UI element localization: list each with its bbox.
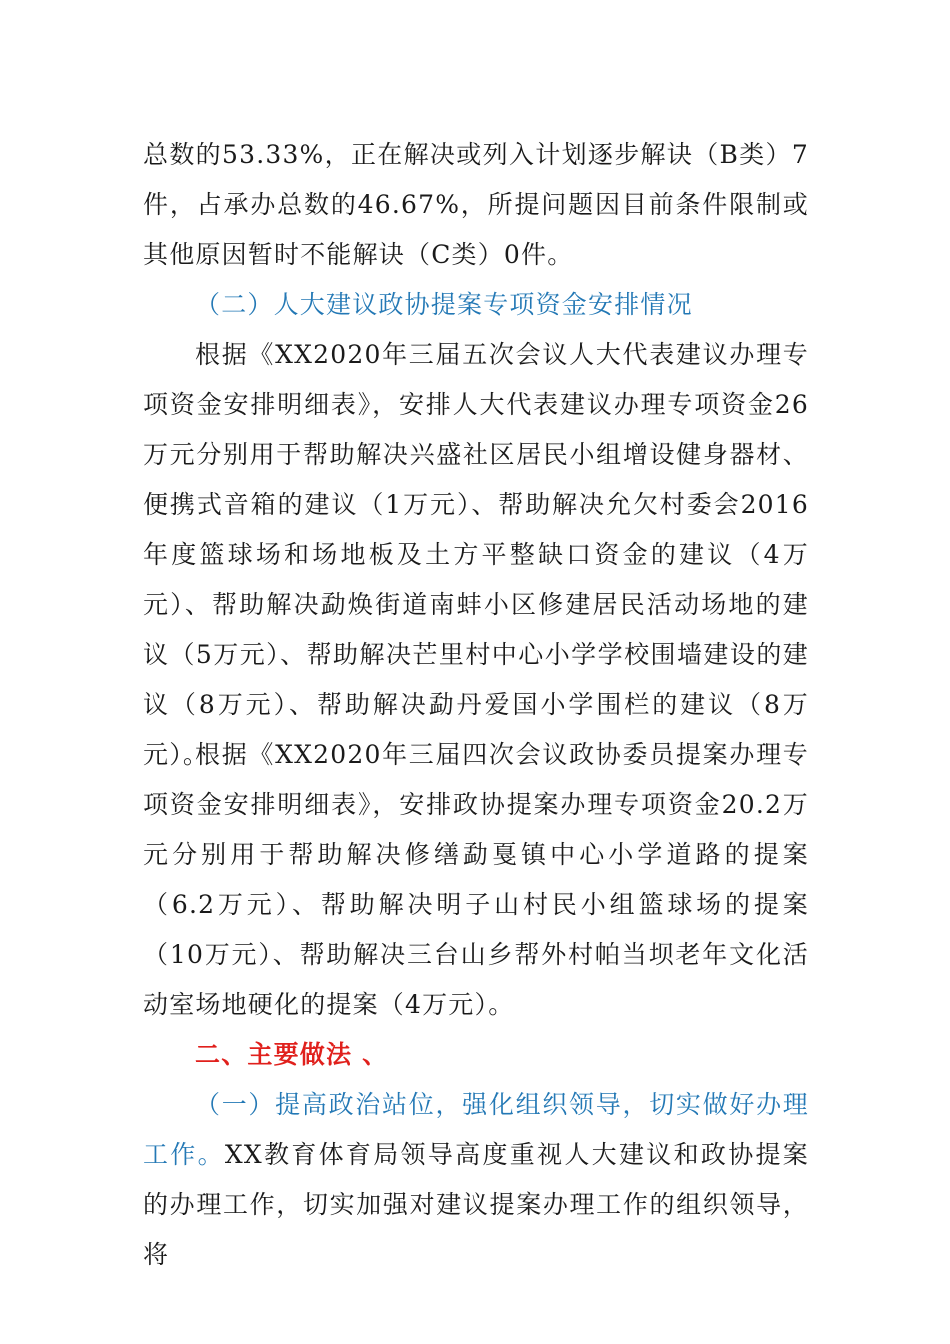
paragraph-political-standing xyxy=(143,1080,809,1280)
subheading-special-funds: （二）人大建议政协提案专项资金安排情况 xyxy=(195,290,693,319)
paragraph-body-text: XX教育体育局领导高度重视人大建议和政协提案的办理工作，切实加强对建议提案办理工作的组织领导，将 xyxy=(143,1140,809,1269)
paragraph-npc-funds: 根据《XX2020年三届五次会议人大代表建议办理专项资金安排明细表》，安排人大代表建议办理专项资金26万元分别用于帮助解决兴盛社区居民小组增设健身器材、便携式音箱的建议（1万元）、帮助解决允欠村委会2016年度篮球场和场地板及土方平整缺口资金的建议（4万元）、帮助解决勐焕街道南蚌小区修建居民活动场地的建议（5万元）、帮助解决芒里村中心小学学校围墙建设的建议（8万元）、帮助解决勐丹爱国小学围栏的建议（8万元）。 xyxy=(143,340,809,769)
paragraph-category-stats: 总数的53.33%，正在解决或列入计划逐步解诀（B类）7件，占承办总数的46.67%，所提问题因目前条件限制或其他原因暂时不能解诀（C类）0件。 xyxy=(143,140,809,269)
heading-main-practices: 二、主要做法 、 xyxy=(195,1040,389,1069)
paragraph-lead-heading: （一）提高政治站位，强化组织领导，切实做好办理工作。 xyxy=(143,1090,809,1169)
paragraph-cppcc-funds: 根据《XX2020年三届四次会议政协委员提案办理专项资金安排明细表》，安排政协提案办理专项资金20.2万元分别用于帮助解决修缮勐戛镇中心小学道路的提案（6.2万元）、帮助解决明子山村民小组篮球场的提案（10万元）、帮助解决三台山乡帮外村帕当坝老年文化活动室场地硬化的提案（4万元）。 xyxy=(143,740,809,1019)
